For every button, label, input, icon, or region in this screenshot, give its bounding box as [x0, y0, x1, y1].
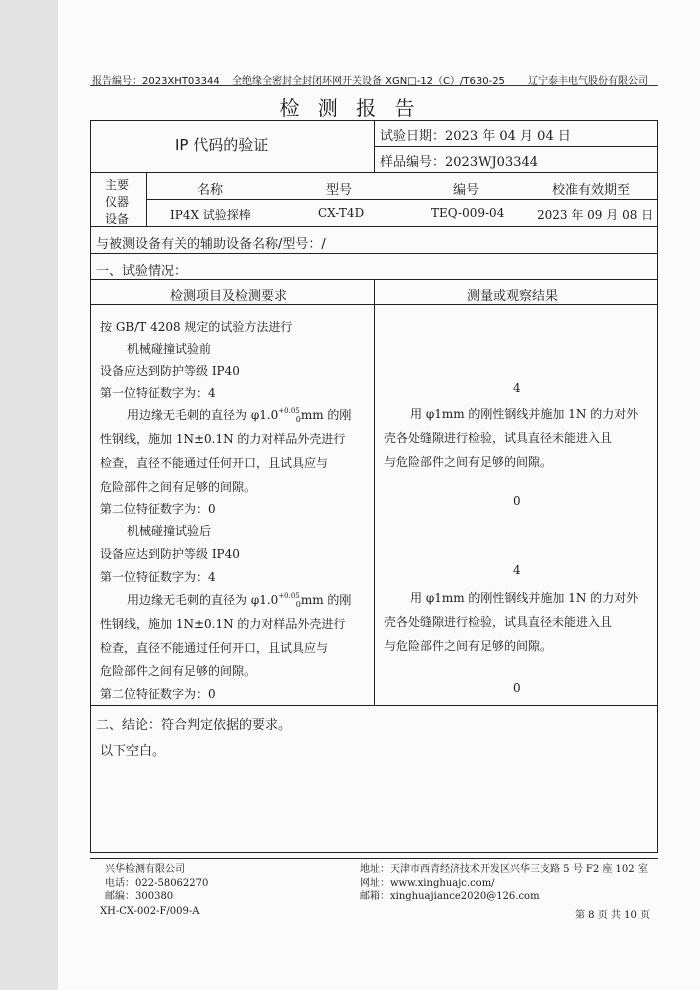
- divider: [146, 199, 658, 200]
- requirement-line: 机械碰撞试验后: [127, 524, 212, 538]
- divider: [90, 253, 658, 254]
- section-heading: 一、试验情况：: [96, 264, 188, 279]
- equipment-label: 设备: [105, 212, 130, 226]
- result-line: 用 φ1mm 的刚性钢线并施加 1N 的力对外: [410, 591, 639, 605]
- requirement-line: 第一位特征数字为：4: [100, 570, 216, 584]
- blank-note: 以下空白。: [100, 744, 166, 759]
- requirement-line: 第一位特征数字为：4: [100, 386, 216, 400]
- company-name: 辽宁泰丰电气股份有限公司: [528, 76, 648, 87]
- requirement-line: 第二位特征数字为：0: [100, 687, 216, 701]
- test-name: IP 代码的验证: [175, 136, 269, 154]
- footer-website: 网址：www.xinghuajc.com/: [360, 878, 495, 889]
- report-number: 报告编号：2023XHT03344: [92, 76, 220, 87]
- footer-address: 地址：天津市西青经济技术开发区兴华三支路 5 号 F2 座 102 室: [360, 864, 648, 875]
- result-value: 4: [513, 381, 521, 395]
- equipment-number: TEQ-009-04: [431, 206, 505, 220]
- result-value: 0: [513, 681, 521, 695]
- table-border-right: [657, 120, 658, 853]
- requirement-line: 第二位特征数字为：0: [100, 502, 216, 516]
- requirement-line: 检查，直径不能通过任何开口，且试具应与: [100, 456, 329, 470]
- equipment-name: IP4X 试验探棒: [170, 208, 251, 222]
- requirement-line: 按 GB/T 4208 规定的试验方法进行: [100, 320, 293, 334]
- header-rule: [90, 85, 658, 86]
- divider: [90, 705, 658, 706]
- equipment-label: 仪器: [105, 195, 130, 209]
- footer-rule: [90, 858, 658, 859]
- form-number: XH-CX-002-F/009-A: [100, 906, 200, 917]
- equipment-header-model: 型号: [326, 183, 353, 198]
- result-line: 用 φ1mm 的刚性钢线并施加 1N 的力对外: [410, 407, 639, 421]
- result-line: 与危险部件之间有足够的间隙。: [384, 639, 553, 653]
- equipment-header-name: 名称: [197, 183, 224, 198]
- page-title: 检 测 报 告: [279, 96, 421, 120]
- requirement-line: 检查，直径不能通过任何开口，且试具应与: [100, 641, 329, 655]
- divider: [90, 172, 658, 173]
- right-column-header: 测量或观察结果: [467, 289, 559, 304]
- sample-label: 样品编号：: [380, 155, 446, 170]
- sample-number: 2023WJ03344: [445, 155, 539, 170]
- page-number: 第 8 页 共 10 页: [575, 910, 650, 921]
- requirement-line: 用边缘无毛刺的直径为 $\varphi 1.0^{+0.05}_0mm$ 的刚: [127, 407, 352, 424]
- equipment-header-number: 编号: [453, 183, 480, 198]
- equipment-calibration-date: 2023 年 09 月 08 日: [537, 208, 654, 222]
- result-line: 壳各处缝隙进行检验，试具直径未能进入且: [384, 431, 613, 445]
- requirement-line: 设备应达到防护等级 IP40: [100, 547, 240, 561]
- requirement-line: 性钢线，施加 1N±0.1N 的力对样品外壳进行: [100, 432, 346, 446]
- left-column-header: 检测项目及检测要求: [170, 289, 288, 304]
- divider: [374, 146, 658, 147]
- requirement-line: 机械碰撞试验前: [127, 342, 212, 356]
- auxiliary-equipment: 与被测设备有关的辅助设备名称/型号：/: [96, 237, 326, 252]
- result-value: 4: [513, 563, 521, 577]
- requirement-line: 危险部件之间有足够的间隙。: [100, 480, 257, 494]
- footer-org: 兴华检测有限公司: [105, 864, 185, 875]
- divider: [374, 279, 375, 705]
- equipment-model: CX-T4D: [318, 206, 365, 220]
- test-date: 2023 年 04 月 04 日: [445, 129, 571, 144]
- equipment-header-calibration: 校准有效期至: [552, 183, 631, 198]
- test-date-label: 试验日期：: [380, 129, 446, 144]
- requirement-line: 危险部件之间有足够的间隙。: [100, 664, 257, 678]
- report-page: [58, 0, 700, 990]
- requirement-line: 用边缘无毛刺的直径为 $\varphi 1.0^{+0.05}_0mm$ 的刚: [127, 592, 352, 609]
- product-name: 全绝缘全密封全封闭环网开关设备 XGN□-12（C）/T630-25: [232, 76, 505, 87]
- equipment-label: 主要: [105, 178, 130, 192]
- table-border-left: [90, 120, 91, 853]
- footer-email: 邮箱：xinghuajiance2020@126.com: [360, 891, 540, 902]
- requirement-line: 设备应达到防护等级 IP40: [100, 364, 240, 378]
- footer-postcode: 邮编：300380: [105, 891, 174, 902]
- footer-phone: 电话：022-58062270: [105, 878, 209, 889]
- result-line: 壳各处缝隙进行检验，试具直径未能进入且: [384, 615, 613, 629]
- requirement-line: 性钢线，施加 1N±0.1N 的力对样品外壳进行: [100, 617, 346, 631]
- result-value: 0: [513, 494, 521, 508]
- page-margin: [0, 0, 58, 990]
- divider: [90, 226, 658, 227]
- result-line: 与危险部件之间有足够的间隙。: [384, 455, 553, 469]
- conclusion: 二、结论：符合判定依据的要求。: [96, 718, 292, 733]
- table-border-bottom: [90, 852, 658, 853]
